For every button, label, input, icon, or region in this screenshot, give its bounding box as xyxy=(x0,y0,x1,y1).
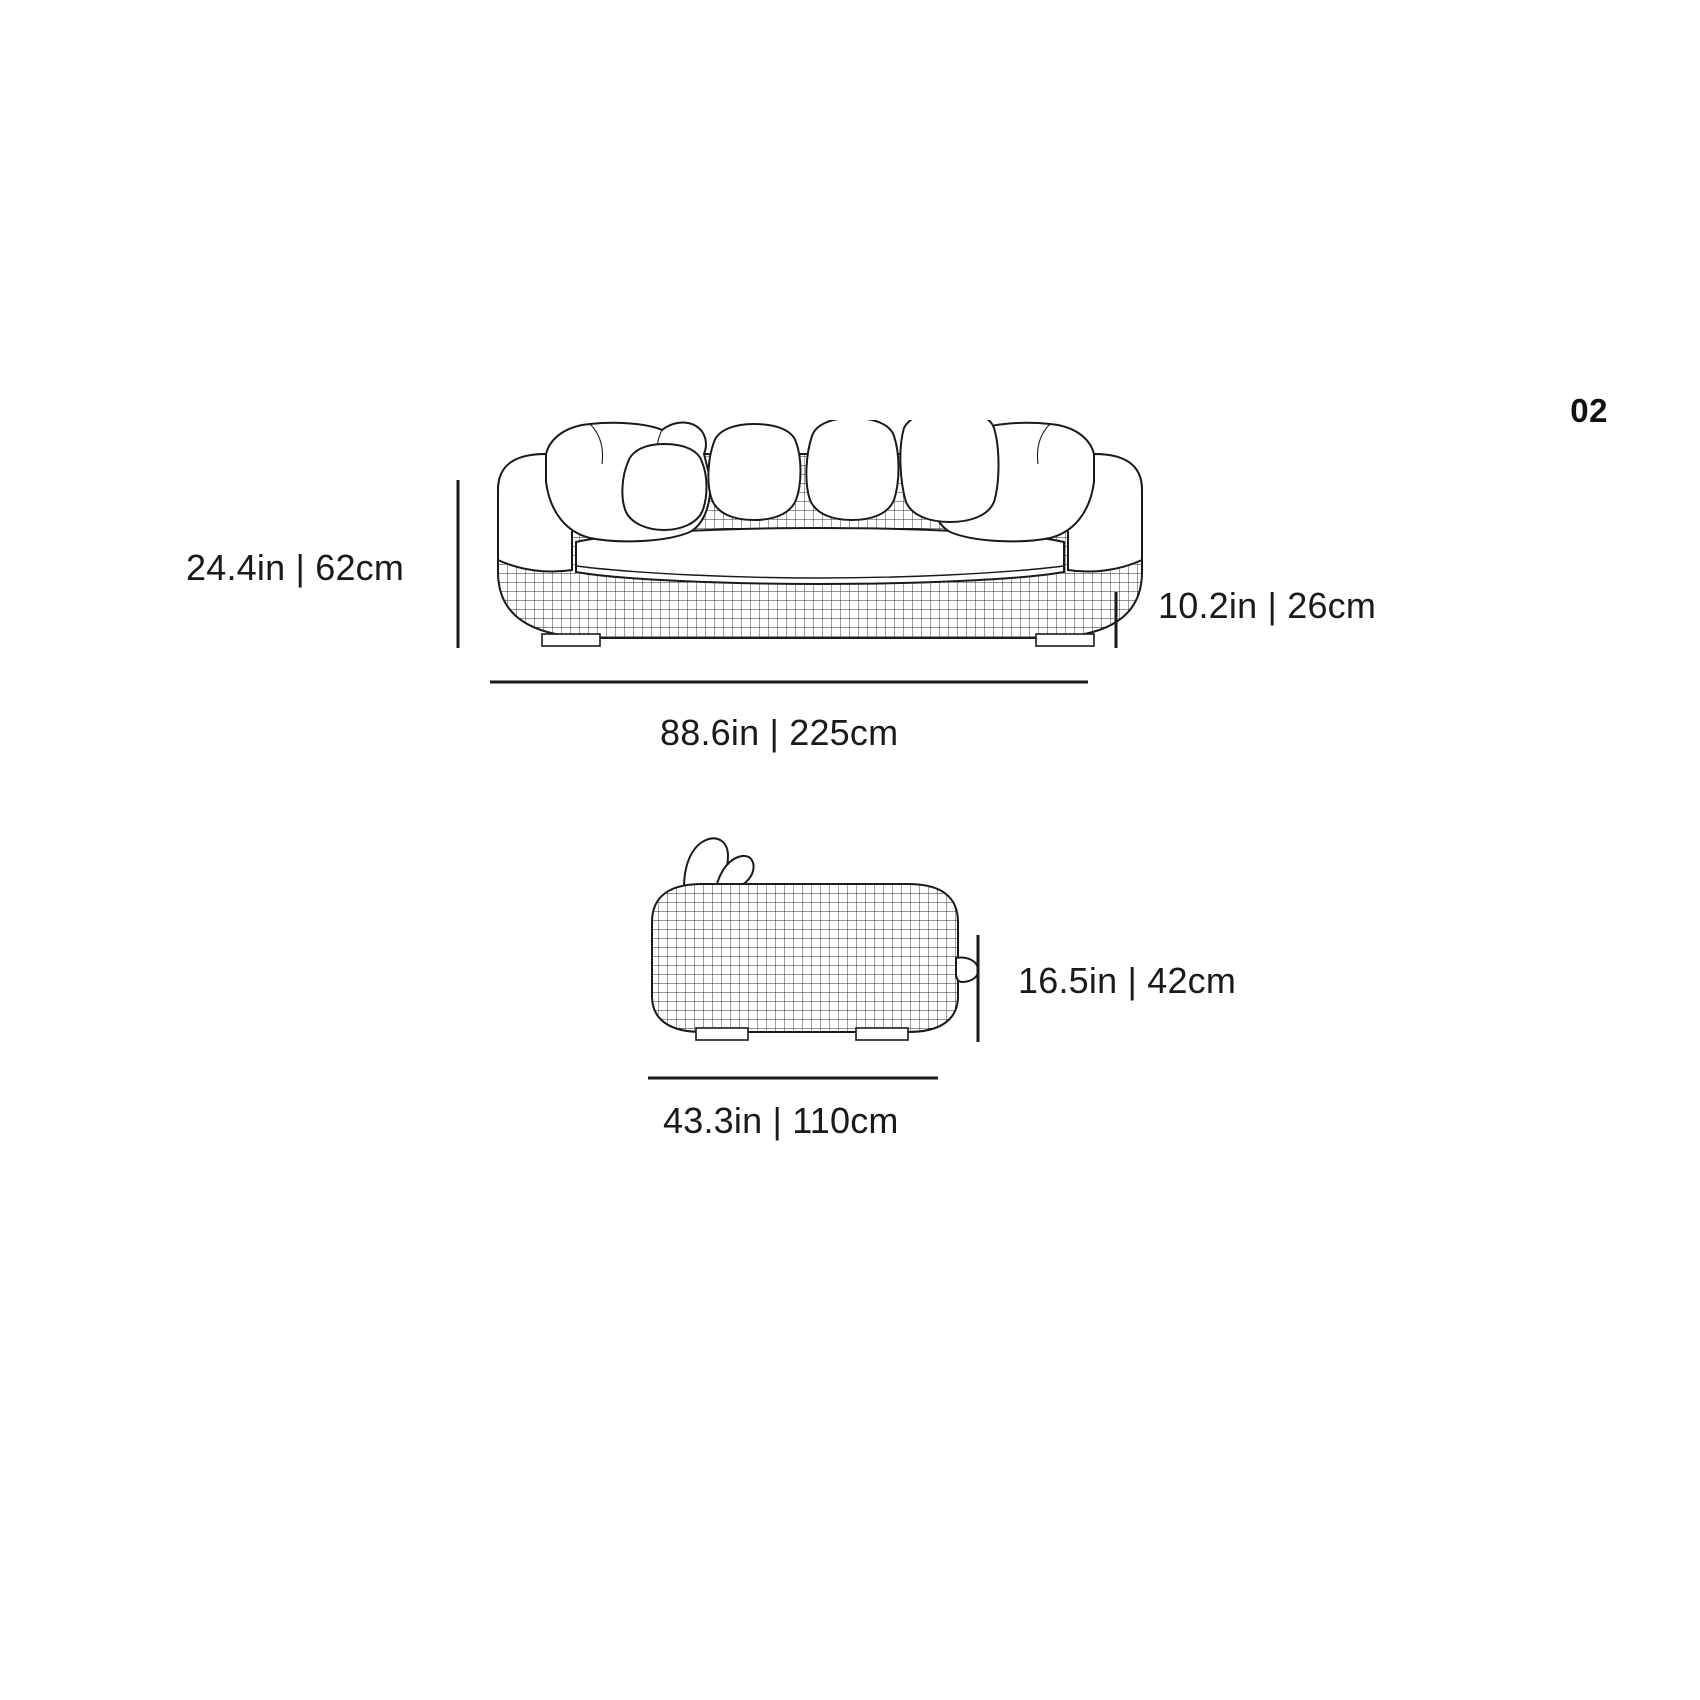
dimension-side-width: 43.3in | 110cm xyxy=(663,1100,899,1141)
dimension-side-height: 16.5in | 42cm xyxy=(1018,960,1237,1001)
dimension-front-width: 88.6in | 225cm xyxy=(660,712,899,753)
dimension-front-seat-height: 10.2in | 26cm xyxy=(1158,585,1377,626)
page-number: 02 xyxy=(1570,392,1608,429)
side-view-dimension-lines xyxy=(640,830,1060,1130)
front-view-dimension-lines xyxy=(440,420,1160,710)
dimension-front-height: 24.4in | 62cm xyxy=(186,547,405,588)
